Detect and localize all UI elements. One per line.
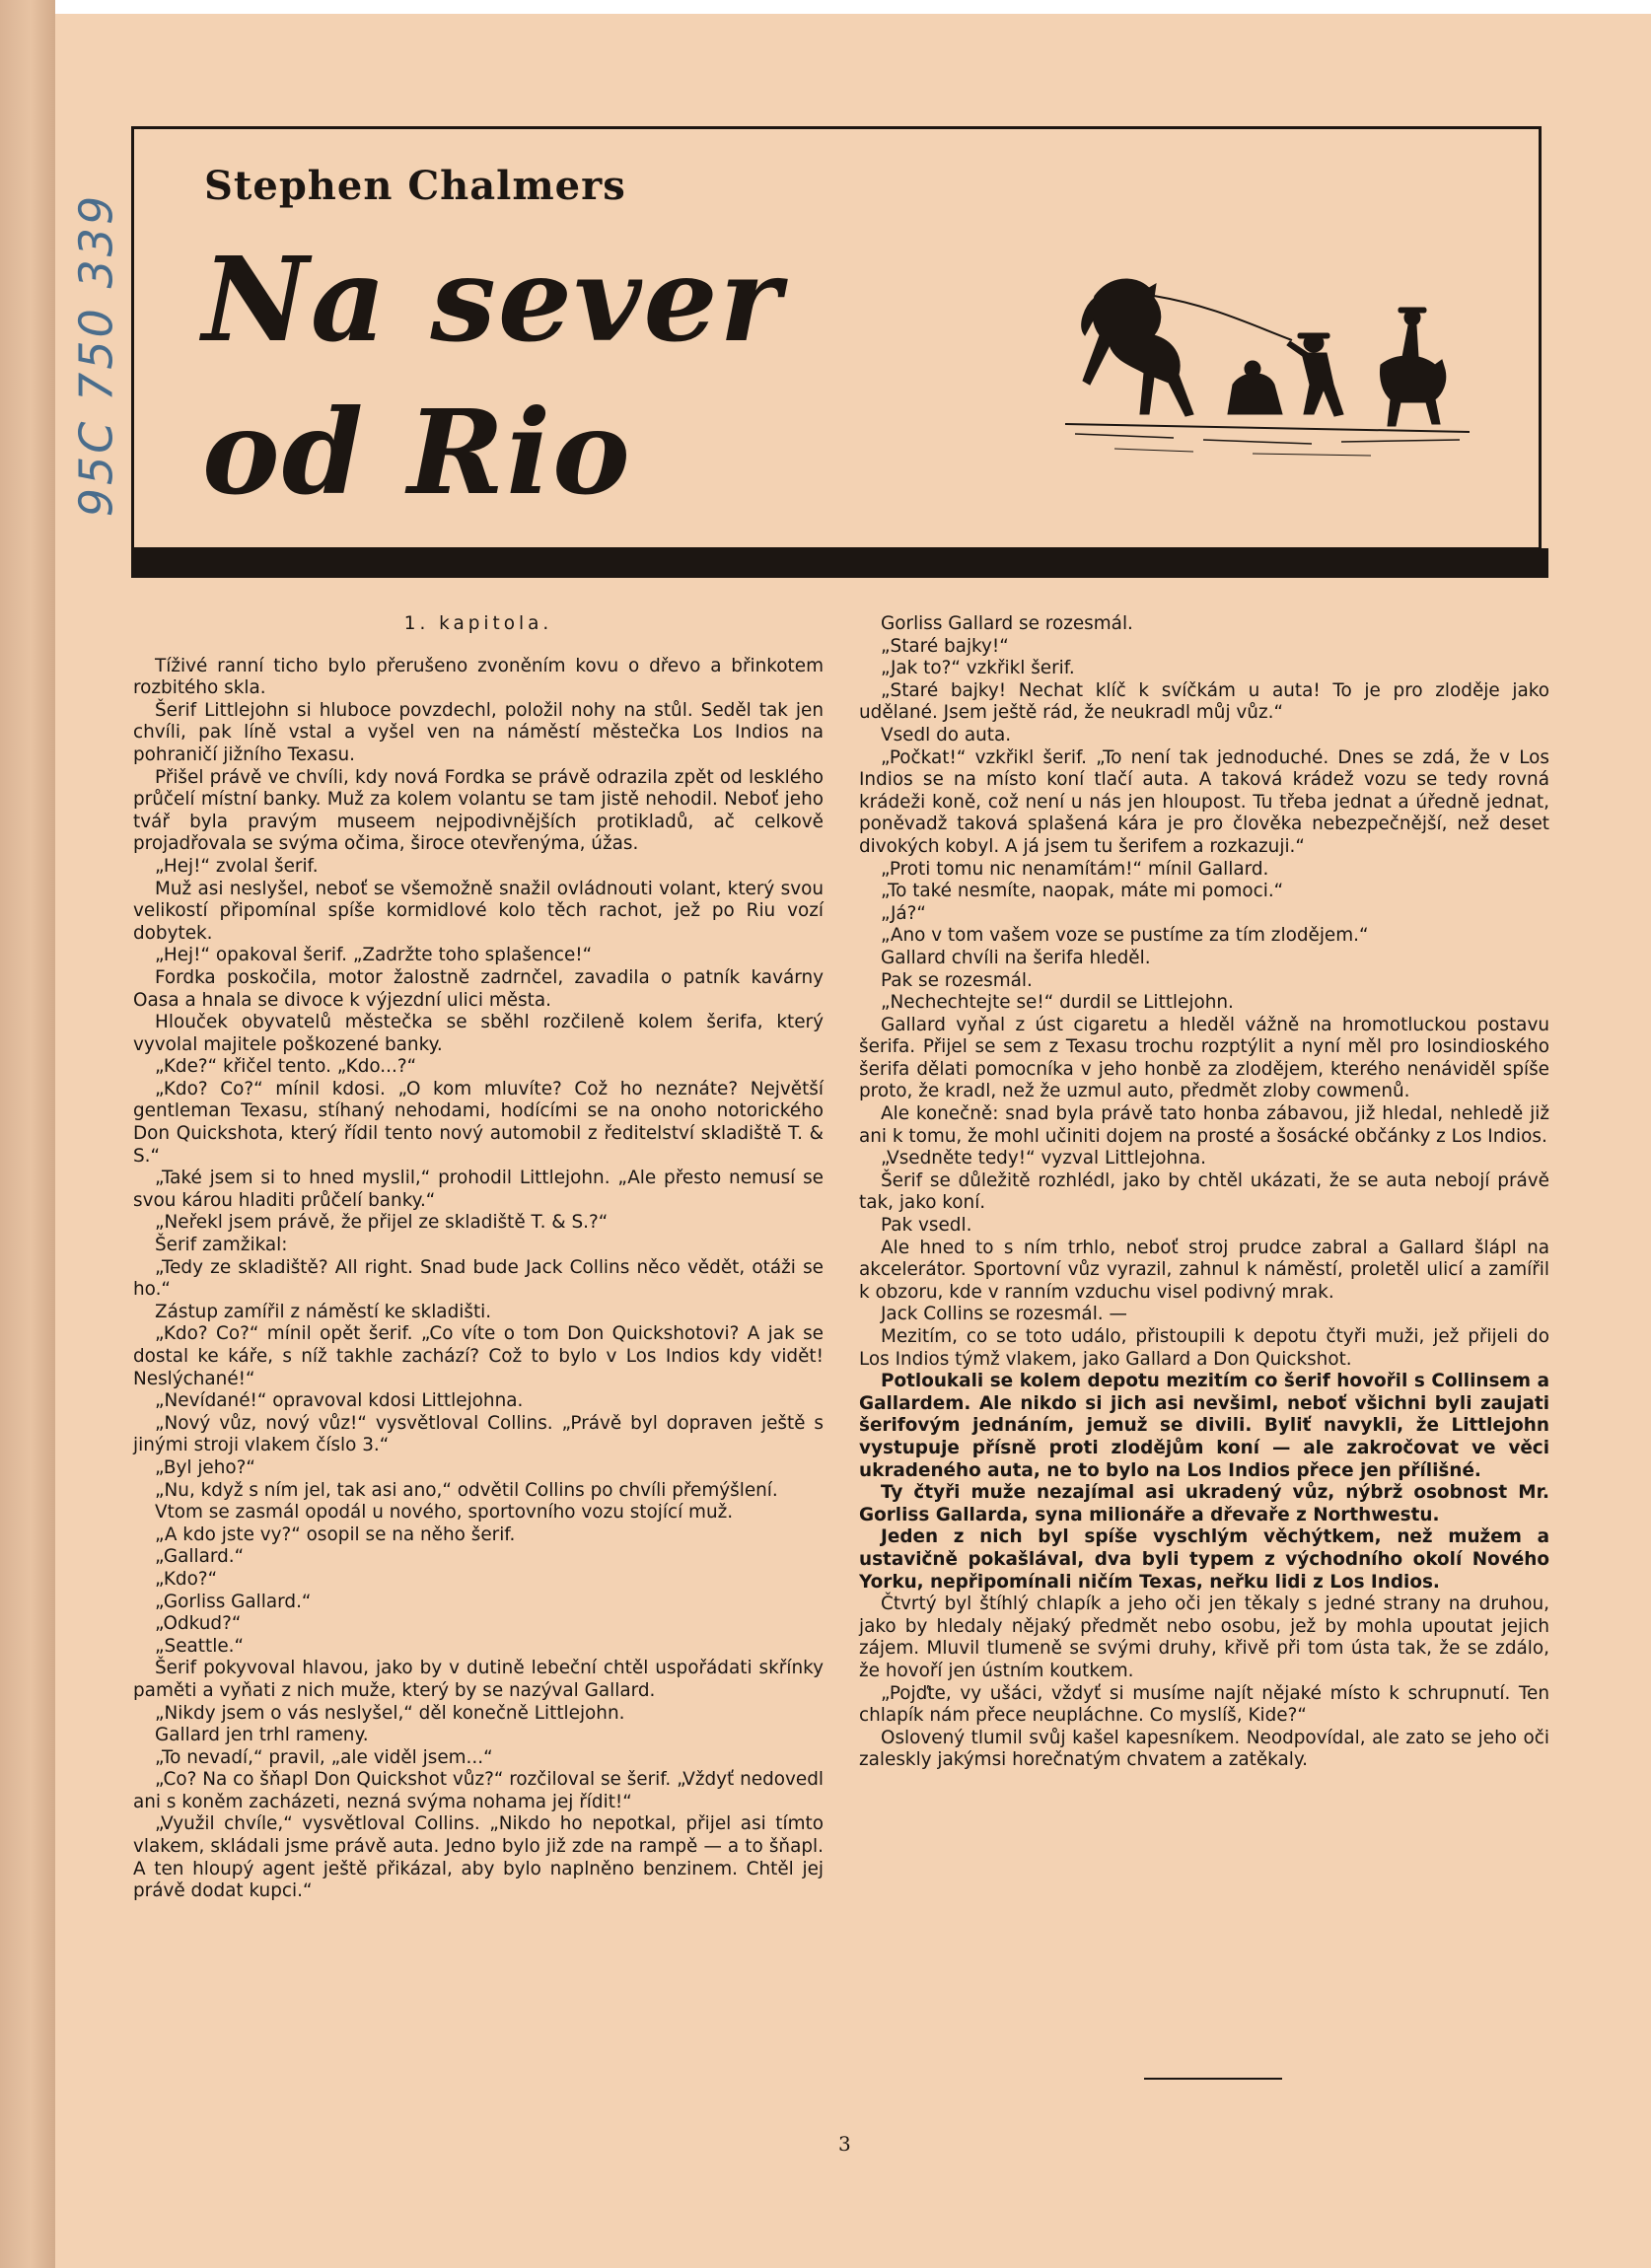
paragraph: „Byl jeho?“: [155, 1456, 255, 1478]
paragraph: „Gallard.“: [155, 1546, 245, 1568]
paragraph: „Odkud?“: [155, 1613, 242, 1635]
paragraph: „Kde?“ křičel tento. „Kdo...?“: [155, 1056, 417, 1078]
paragraph: Pak se rozesmál.: [881, 969, 1033, 991]
paragraph: „Využil chvíle,“ vysvětloval Collins. „Nikdo ho nepotkal, přijel asi tímto vlakem, skládali jsme právě auta. Jedno bylo již zde na rampě — a to šňapl. A ten hloupý agent ještě přikázal, aby bylo naplněno benzinem. Chtěl jej právě dodat kupci.“: [133, 1813, 824, 1902]
paragraph: „Nikdy jsem o vás neslyšel,“ děl konečně Littlejohn.: [155, 1702, 625, 1724]
paragraph: Gorliss Gallard se rozesmál.: [881, 613, 1133, 634]
text-column-left: [133, 613, 824, 1903]
paragraph: „Nový vůz, nový vůz!“ vysvětloval Collins. „Právě byl dopraven ještě s jinými stroji vlakem číslo 3.“: [133, 1412, 824, 1456]
paragraph: Gallard jen trhl rameny.: [155, 1725, 369, 1746]
paragraph: Ale konečně: snad byla právě tato honba zábavou, již hledal, nehledě již ani k tomu, že mohl učiniti dojem na prosté a šosácké občánky z Los Indios.: [859, 1103, 1549, 1147]
paragraph: „Nevídané!“ opravoval kdosi Littlejohna.: [155, 1390, 524, 1412]
paragraph: „Co? Na co šňapl Don Quickshot vůz?“ rozčiloval se šerif. „Vždyť nedovedl ani s koněm zacházeti, nezná svýma nohama jej řídit!“: [133, 1769, 824, 1812]
paragraph: „Kdo? Co?“ mínil kdosi. „O kom mluvíte? Což ho neznáte? Největší gentleman Texasu, stíhaný nehodami, hodícími se na onoho notorického Don Quickshota, který řídil tento nový automobil z ředitelství skladiště T. & S.“: [133, 1078, 824, 1167]
paragraph: Zástup zamířil z náměstí ke skladišti.: [155, 1301, 492, 1322]
left-paragraphs: [133, 656, 824, 1903]
paragraph: „Gorliss Gallard.“: [155, 1591, 312, 1612]
paragraph: Jack Collins se rozesmál. —: [881, 1304, 1127, 1325]
section-divider: [1144, 2078, 1282, 2080]
paragraph: „Staré bajky!“: [881, 635, 1009, 657]
paragraph: „Ano v tom vašem voze se pustíme za tím zlodějem.“: [881, 925, 1369, 947]
paragraph: Jeden z nich byl spíše vyschlým věchýtkem, než mužem a ustavičně pokašlával, dva byli typem z východního okolí Nového Yorku, nepřipomínali ničím Texas, neřku lidi z Los Indios.: [859, 1526, 1549, 1593]
title-rule: [131, 548, 1548, 578]
paragraph: Gallard chvíli na šerifa hleděl.: [881, 947, 1151, 968]
paragraph: Čtvrtý byl štíhlý chlapík a jeho oči jen těkaly s jedné strany na druhou, jako by hledaly nějaký předmět nebo osobu, jež by mohla upoutat jejich zájem. Mluvil tlumeně se svými druhy, křivě při tom ústa tak, že se zdálo, že hovoří jen ústním koutkem.: [859, 1594, 1549, 1681]
paragraph: „Také jsem si to hned myslil,“ prohodil Littlejohn. „Ale přesto nemusí se svou károu hladiti průčelí banky.“: [133, 1168, 824, 1211]
page-number: 3: [838, 2132, 851, 2156]
paragraph: „Nechechtejte se!“ durdil se Littlejohn.: [881, 992, 1234, 1014]
paragraph: „Pojďte, vy ušáci, vždyť si musíme najít nějaké místo k schrupnutí. Ten chlapík nám přece neupláchne. Co myslíš, Kide?“: [859, 1682, 1549, 1727]
paragraph: „A kdo jste vy?“ osopil se na něho šerif.: [155, 1524, 516, 1545]
paragraph: Vtom se zasmál opodál u nového, sportovního vozu stojící muž.: [155, 1502, 734, 1524]
paragraph: „Tedy ze skladiště? All right. Snad bude Jack Collins něco vědět, otáži se ho.“: [133, 1256, 824, 1301]
paragraph: Ty čtyři muže nezajímal asi ukradený vůz, nýbrž osobnost Mr. Gorliss Gallarda, syna milionáře a dřevaře z Northwestu.: [859, 1482, 1549, 1525]
paragraph: Mezitím, co se toto událo, přistoupili k depotu čtyři muži, jež přijeli do Los Indios týmž vlakem, jako Gallard a Don Quickshot.: [859, 1326, 1549, 1370]
paragraph: Potloukali se kolem depotu mezitím co šerif hovořil s Collinsem a Gallardem. Ale nikdo si jich asi nevšiml, neboť všichni byli zaujati šerifovým jednáním, jemuž se divili. Byliť navykli, že Littlejohn vystupuje přísně proti zlodějům koní — ale zakročovat ve věci ukradeného auta, ne to bylo na Los Indios přece jen přílišné.: [859, 1371, 1549, 1481]
paragraph: „Hej!“ opakoval šerif. „Zadržte toho splašence!“: [155, 945, 593, 966]
paragraph: „Nu, když s ním jel, tak asi ano,“ odvětil Collins po chvíli přemýšlení.: [155, 1479, 778, 1501]
paragraph: Šerif pokyvoval hlavou, jako by v dutině lebeční chtěl uspořádati skřínky paměti a vyňati z nich muže, který by se nazýval Gallard.: [133, 1658, 824, 1701]
paragraph: Šerif zamžikal:: [155, 1235, 288, 1256]
paragraph: „Hej!“ zvolal šerif.: [155, 855, 319, 877]
title-line-2: od Rio: [202, 384, 632, 521]
page-top-edge: [0, 0, 1651, 14]
binding-spine: [0, 0, 55, 2268]
paragraph: „Já?“: [881, 902, 926, 924]
paragraph: Šerif Littlejohn si hluboce povzdechl, položil nohy na stůl. Seděl tak jen chvíli, pak líně vstal a vyšel ven na náměstí městečka Los Indios na pohraničí jižního Texasu.: [133, 699, 824, 765]
paragraph: „To nevadí,“ pravil, „ale viděl jsem...“: [155, 1746, 493, 1768]
paragraph: Šerif se důležitě rozhlédl, jako by chtěl ukázati, že se auta nebojí právě tak, jako koní.: [859, 1169, 1549, 1214]
paragraph: Muž asi neslyšel, neboť se všemožně snažil ovládnouti volant, který svou velikostí připomínal spíše kormidlové kolo těch rachot, jež po Riu vozí dobytek.: [133, 878, 824, 944]
paragraph: „Jak to?“ vzkřikl šerif.: [881, 658, 1075, 679]
chapter-heading: 1. kapitola.: [403, 613, 553, 634]
handwritten-note: 95C 750 339: [69, 192, 122, 518]
right-paragraphs: [859, 613, 1549, 1772]
paragraph: Pak vsedl.: [881, 1215, 972, 1237]
paragraph: Fordka poskočila, motor žalostně zadrnčel, zavadila o patník kavárny Oasa a hnala se divoce k výjezdní ulici města.: [133, 966, 824, 1011]
paragraph: „Vsedněte tedy!“ vyzval Littlejohna.: [881, 1148, 1206, 1169]
paragraph: Ale hned to s ním trhlo, neboť stroj prudce zabral a Gallard šlápl na akcelerátor. Sportovní vůz vyrazil, zahnul k náměstí, proletěl ulicí a zamířil k obzoru, kde v ranním vzduchu visel podivný mrak.: [859, 1237, 1549, 1303]
paragraph: Přišel právě ve chvíli, kdy nová Fordka se právě odrazila zpět od lesklého průčelí místní banky. Muž za kolem volantu se tam jistě nehodil. Neboť jeho tvář byla pravým museem nejpodivnějších protikladů, ač celkově projadřovala se svýma očima, široce otevřenýma, úžas.: [133, 766, 824, 855]
cowboy-horse-illustration: [1055, 266, 1479, 473]
paragraph: „To také nesmíte, naopak, máte mi pomoci.“: [881, 881, 1284, 902]
text-column-right: [859, 613, 1549, 1772]
paragraph: Tíživé ranní ticho bylo přerušeno zvoněním kovu o dřevo a břinkotem rozbitého skla.: [133, 655, 824, 699]
paragraph: Gallard vyňal z úst cigaretu a hleděl vážně na hromotluckou postavu šerifa. Přijel se sem z Texasu trochu rozptýlit a nyní měl pro losindioského šerifa dělati pomocníka v jeho honbě za zlodějem, kterého nenáviděl spíše proto, že kradl, než že uzmul auto, předmět zloby cowmenů.: [859, 1014, 1549, 1102]
title-line-1: Na sever: [202, 231, 783, 368]
author-name: Stephen Chalmers: [204, 163, 626, 209]
paragraph: „Počkat!“ vzkřikl šerif. „To není tak jednoduché. Dnes se zdá, že v Los Indios se na místo koní tlačí auta. A taková krádež vozu se tedy rovná krádeži koně, což není u nás jen hloupost. Tu třeba jednat a úředně jednat, poněvadž taková splašená kára je pro člověka nebezpečnější, než deset divokých kobyl. A já jsem tu šerifem a rozkazuji.“: [859, 746, 1549, 857]
paragraph: „Neřekl jsem právě, že přijel ze skladiště T. & S.?“: [155, 1212, 609, 1234]
paragraph: Vsedl do auta.: [881, 724, 1012, 745]
paragraph: „Staré bajky! Nechat klíč k svíčkám u auta! To je pro zloděje jako udělané. Jsem ještě rád, že neukradl můj vůz.“: [859, 679, 1549, 724]
paragraph: „Kdo? Co?“ mínil opět šerif. „Co víte o tom Don Quickshotovi? A jak se dostal ke káře, s níž takhle zachází? Což to bylo v Los Indios kdy vidět! Neslýchané!“: [133, 1323, 824, 1389]
paragraph: „Proti tomu nic nenamítám!“ mínil Gallard.: [881, 858, 1269, 880]
paragraph: Oslovený tlumil svůj kašel kapesníkem. Neodpovídal, ale zato se jeho oči zaleskly jakýmsi horečnatým chvatem a zatěkaly.: [859, 1727, 1549, 1771]
paragraph: Hlouček obyvatelů městečka se sběhl rozčileně kolem šerifa, který vyvolal majitele poškozené banky.: [133, 1012, 824, 1055]
paragraph: „Seattle.“: [155, 1635, 245, 1657]
paragraph: „Kdo?“: [155, 1568, 218, 1590]
